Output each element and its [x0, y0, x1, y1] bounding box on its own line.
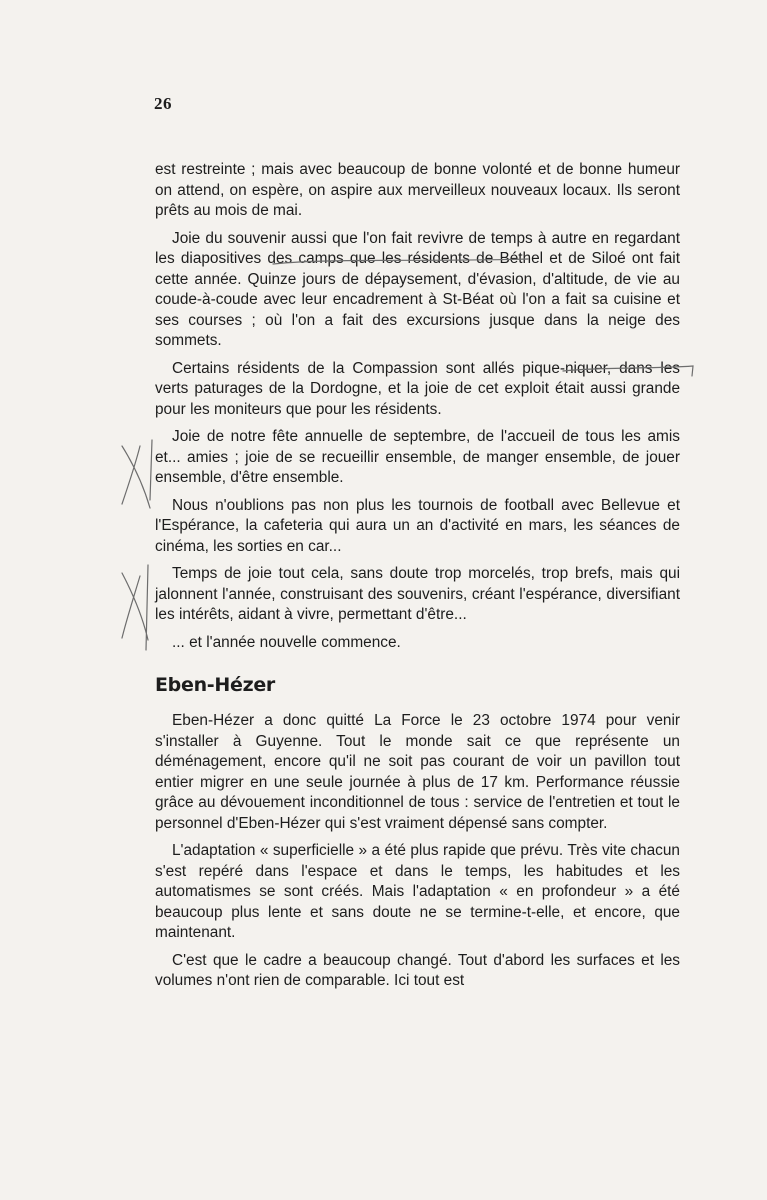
paragraph: ... et l'année nouvelle commence.	[172, 633, 401, 651]
paragraph: Certains résidents de la Compassion sont allés pique-niquer, dans les verts paturages de la Dordogne, et la joie de cet exploit était aussi grande pour les moniteurs que pour les résidents.	[155, 359, 680, 418]
pencil-margin-mark-fete	[122, 440, 152, 508]
text-column	[155, 160, 680, 999]
paragraph: Joie de notre fête annuelle de septembre, de l'accueil de tous les amis et... amies ; joie de se recueillir ensemble, de manger ensemble, de jouer ensemble, d'être ensemble.	[155, 428, 680, 486]
section-heading: Eben-Hézer	[155, 674, 275, 696]
paragraph: Temps de joie tout cela, sans doute trop morcelés, trop brefs, mais qui jalonnent l'année, construisant des souvenirs, créant l'espérance, diversifiant les intérêts, aidant à vivre, permettant d'être...	[155, 565, 680, 623]
page-number: 26	[154, 94, 172, 113]
paragraph: L'adaptation « superficielle » a été plus rapide que prévu. Très vite chacun s'est repéré dans l'espace et dans le temps, les habitudes et les automatismes se sont créés. Mais l'adaptation « en profondeur » a été beaucoup plus lente et sans doute ne se termine-t-elle, et encore, que maintenant.	[155, 842, 680, 941]
pencil-margin-mark-temps	[122, 565, 148, 650]
paragraph: Eben-Hézer a donc quitté La Force le 23 octobre 1974 pour venir s'installer à Guyenne. Tout le monde sait ce que représente un déménagement, encore qu'il ne soit pas courant de voir un pavillon tout entier migrer en une seule journée à plus de 17 km. Performance réussie grâce au dévouement inconditionnel de tous : service de l'entretien et tout le personnel d'Eben-Hézer qui s'est vraiment dépensé sans compter.	[155, 712, 680, 832]
paragraph: est restreinte ; mais avec beaucoup de bonne volonté et de bonne humeur on attend, on espère, on aspire aux merveilleux nouveaux locaux. Ils seront prêts au mois de mai.	[155, 161, 680, 219]
paragraph: Nous n'oublions pas non plus les tournois de football avec Bellevue et l'Espérance, la cafeteria qui aura un an d'activité en mars, les séances de cinéma, les sorties en car...	[155, 496, 680, 555]
paragraph: C'est que le cadre a beaucoup changé. Tout d'abord les surfaces et les volumes n'ont rien de comparable. Ici tout est	[155, 951, 680, 989]
paragraph: Joie du souvenir aussi que l'on fait revivre de temps à autre en regardant les diapositives des camps que les résidents de Béthel et de Siloé ont fait cette année. Quinze jours de dépaysement, d'évasion, d'altitude, de vie au coude-à-coude avec leur encadrement à St-Béat où l'on a fait sa cuisine et ses courses ; où l'on a fait des excursions jusque dans la neige des sommets.	[155, 229, 680, 349]
